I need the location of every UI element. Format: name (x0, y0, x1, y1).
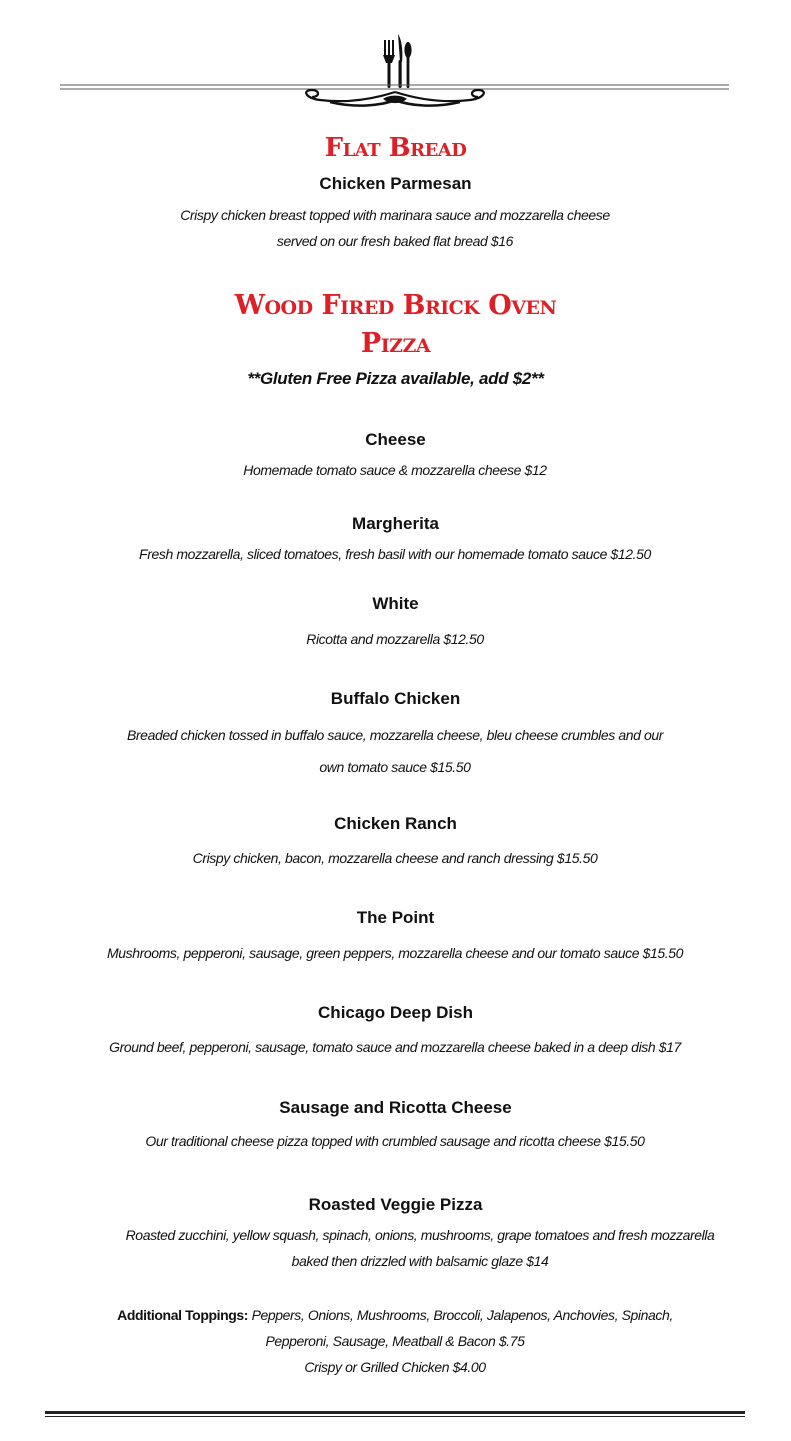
item-name-chicago-deep-dish: Chicago Deep Dish (318, 1003, 473, 1022)
desc-line: Fresh mozzarella, sliced tomatoes, fresh basil with our homemade tomato sauce $12.50 (139, 546, 651, 562)
item-desc-margherita (45, 541, 745, 567)
item-desc-buffalo-chicken (45, 719, 745, 783)
item-name-roasted-veggie: Roasted Veggie Pizza (308, 1195, 483, 1214)
desc-line: Crispy chicken breast topped with marinara sauce and mozzarella cheese (180, 207, 610, 223)
desc-line: Ricotta and mozzarella $12.50 (306, 631, 484, 647)
desc-line: Our traditional cheese pizza topped with crumbled sausage and ricotta cheese $15.50 (145, 1133, 645, 1149)
footer-rule-top (45, 1411, 745, 1414)
item-name-white: White (372, 594, 419, 613)
desc-line: Mushrooms, pepperoni, sausage, green peppers, mozzarella cheese and our tomato sauce $15.50 (106, 945, 684, 961)
desc-line: Homemade tomato sauce & mozzarella cheese $12 (243, 462, 547, 478)
item-name-buffalo-chicken: Buffalo Chicken (330, 689, 461, 708)
toppings-label: Additional Toppings: (117, 1307, 249, 1323)
item-desc-chicago-deep-dish (35, 1034, 755, 1060)
desc-line: Breaded chicken tossed in buffalo sauce, mozzarella cheese, bleu cheese crumbles and our (126, 727, 664, 743)
desc-line: served on our fresh baked flat bread $16 (276, 233, 514, 249)
toppings-list: Peppers, Onions, Mushrooms, Broccoli, Jalapenos, Anchovies, Spinach, (248, 1307, 673, 1323)
toppings-line3: Crispy or Grilled Chicken $4.00 (304, 1359, 486, 1375)
item-desc-chicken-ranch (45, 845, 745, 871)
toppings-line2: Pepperoni, Sausage, Meatball & Bacon $.75 (265, 1333, 525, 1349)
desc-line: baked then drizzled with balsamic glaze $14 (291, 1253, 549, 1269)
pizza-title-line2: Pizza (360, 328, 431, 359)
desc-line: Crispy chicken, bacon, mozzarella cheese and ranch dressing $15.50 (192, 850, 598, 866)
desc-line: own tomato sauce $15.50 (319, 759, 471, 775)
flat-bread-title: Flat Bread (324, 133, 467, 163)
item-desc-white (45, 626, 745, 652)
gluten-free-note: **Gluten Free Pizza available, add $2** (247, 369, 544, 388)
scroll-ornament-icon (306, 90, 484, 106)
item-desc-the-point (35, 940, 755, 966)
item-name-cheese: Cheese (365, 430, 426, 449)
header-ornament (0, 0, 791, 120)
desc-line: Roasted zucchini, yellow squash, spinach, onions, mushrooms, grape tomatoes and fresh mozzarella (125, 1227, 715, 1243)
item-name-chicken-parmesan: Chicken Parmesan (319, 174, 472, 193)
item-desc-roasted-veggie (60, 1222, 780, 1274)
desc-line: Ground beef, pepperoni, sausage, tomato sauce and mozzarella cheese baked in a deep dish $17 (109, 1039, 681, 1055)
pizza-title-line1: Wood Fired Brick Oven (234, 290, 557, 321)
fork-knife-spoon-icon (383, 34, 412, 88)
item-name-chicken-ranch: Chicken Ranch (334, 814, 457, 833)
item-desc-cheese (45, 457, 745, 483)
toppings-line1 (70, 1302, 720, 1328)
item-name-margherita: Margherita (352, 514, 439, 533)
item-name-sausage-ricotta: Sausage and Ricotta Cheese (279, 1098, 512, 1117)
item-desc-chicken-parmesan (95, 202, 695, 254)
additional-toppings (70, 1302, 720, 1380)
footer-rule-bottom (45, 1416, 745, 1417)
item-desc-sausage-ricotta (45, 1128, 745, 1154)
item-name-the-point: The Point (356, 908, 435, 927)
